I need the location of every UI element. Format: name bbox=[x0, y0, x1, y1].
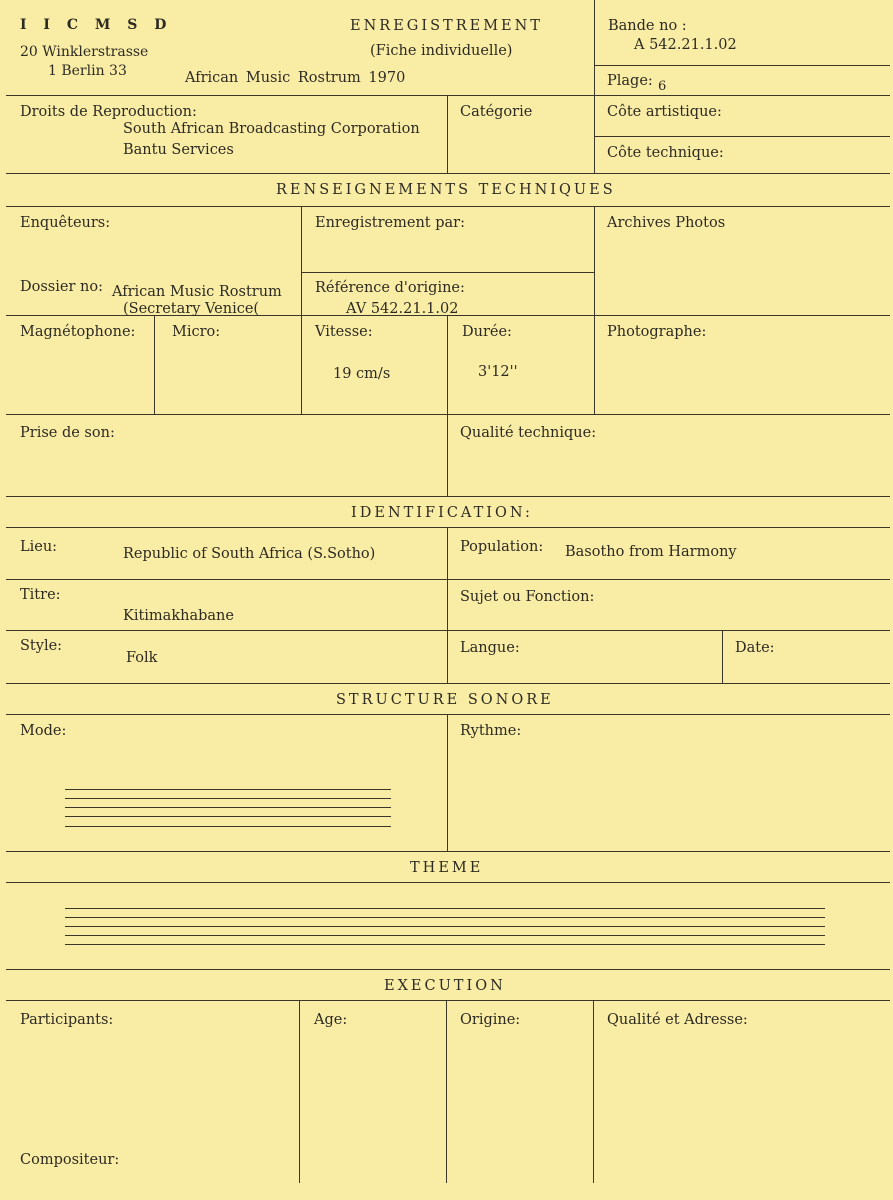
rule bbox=[6, 206, 890, 207]
langue-label: Langue: bbox=[460, 640, 520, 656]
rule bbox=[6, 1000, 890, 1001]
rule bbox=[6, 714, 890, 715]
titre-label: Titre: bbox=[20, 587, 61, 603]
rule bbox=[6, 173, 890, 174]
style-label: Style: bbox=[20, 638, 63, 654]
qualite-adresse-label: Qualité et Adresse: bbox=[607, 1012, 748, 1028]
rule bbox=[594, 136, 890, 137]
divider bbox=[447, 714, 448, 852]
reference-value: AV 542.21.1.02 bbox=[346, 301, 459, 317]
theme-section-title: THEME bbox=[410, 860, 484, 876]
cote-artistique-label: Côte artistique: bbox=[607, 104, 722, 120]
theme-staff-line bbox=[65, 944, 825, 945]
divider bbox=[593, 1000, 594, 1183]
header-divider bbox=[594, 0, 595, 95]
bande-label: Bande no : bbox=[608, 18, 687, 34]
rule bbox=[6, 414, 890, 415]
mode-label: Mode: bbox=[20, 723, 67, 739]
mode-staff-line bbox=[65, 816, 391, 817]
population-label: Population: bbox=[460, 539, 544, 555]
rights-label: Droits de Reproduction: bbox=[20, 104, 197, 120]
divider bbox=[447, 315, 448, 414]
origine-label: Origine: bbox=[460, 1012, 521, 1028]
archives-photos-label: Archives Photos bbox=[607, 215, 726, 231]
rule bbox=[6, 527, 890, 528]
duree-label: Durée: bbox=[462, 324, 512, 340]
rights-value-line2: Bantu Services bbox=[123, 142, 234, 158]
rule bbox=[6, 95, 890, 96]
execution-section-title: EXECUTION bbox=[384, 978, 506, 994]
vitesse-value: 19 cm/s bbox=[333, 366, 391, 382]
lieu-label: Lieu: bbox=[20, 539, 58, 555]
micro-label: Micro: bbox=[172, 324, 221, 340]
population-value: Basotho from Harmony bbox=[565, 544, 737, 560]
rule bbox=[6, 496, 890, 497]
mode-staff-line bbox=[65, 789, 391, 790]
plage-label: Plage: bbox=[607, 73, 653, 89]
age-label: Age: bbox=[314, 1012, 348, 1028]
rights-value-line1: South African Broadcasting Corporation bbox=[123, 121, 420, 137]
identification-section-title: IDENTIFICATION: bbox=[351, 505, 533, 521]
dossier-value-line2: (Secretary Venice( bbox=[123, 301, 260, 317]
rule bbox=[6, 851, 890, 852]
enregistrement-par-label: Enregistrement par: bbox=[315, 215, 465, 231]
form-subtitle: (Fiche individuelle) bbox=[370, 43, 513, 59]
sujet-label: Sujet ou Fonction: bbox=[460, 589, 595, 605]
participants-label: Participants: bbox=[20, 1012, 114, 1028]
form-title: ENREGISTREMENT bbox=[350, 18, 543, 34]
bande-value: A 542.21.1.02 bbox=[634, 37, 737, 53]
date-label: Date: bbox=[735, 640, 775, 656]
divider bbox=[299, 1000, 300, 1183]
rule bbox=[6, 579, 890, 580]
qualite-technique-label: Qualité technique: bbox=[460, 425, 597, 441]
reference-label: Référence d'origine: bbox=[315, 280, 465, 296]
titre-value: Kitimakhabane bbox=[123, 608, 234, 624]
style-value: Folk bbox=[126, 650, 158, 666]
divider bbox=[154, 315, 155, 414]
rule bbox=[6, 882, 890, 883]
divider bbox=[301, 206, 302, 414]
vitesse-label: Vitesse: bbox=[315, 324, 373, 340]
structure-section-title: STRUCTURE SONORE bbox=[336, 692, 554, 708]
divider bbox=[447, 414, 448, 496]
divider bbox=[722, 630, 723, 683]
compositeur-label: Compositeur: bbox=[20, 1152, 120, 1168]
photographe-label: Photographe: bbox=[607, 324, 707, 340]
prise-de-son-label: Prise de son: bbox=[20, 425, 115, 441]
cote-technique-label: Côte technique: bbox=[607, 145, 724, 161]
enqueteurs-label: Enquêteurs: bbox=[20, 215, 111, 231]
mode-staff-line bbox=[65, 807, 391, 808]
dossier-value-line1: African Music Rostrum bbox=[112, 284, 282, 300]
categorie-label: Catégorie bbox=[460, 104, 533, 120]
divider bbox=[446, 1000, 447, 1183]
program-name: African Music Rostrum 1970 bbox=[185, 70, 406, 86]
plage-value: 6 bbox=[658, 79, 667, 94]
rule bbox=[6, 969, 890, 970]
divider bbox=[594, 206, 595, 414]
divider bbox=[594, 95, 595, 173]
mode-staff-line bbox=[65, 826, 391, 827]
rule bbox=[594, 65, 890, 66]
theme-staff-line bbox=[65, 908, 825, 909]
rule bbox=[301, 272, 594, 273]
technical-section-title: RENSEIGNEMENTS TECHNIQUES bbox=[276, 182, 616, 198]
duree-value: 3'12'' bbox=[478, 364, 518, 380]
magnetophone-label: Magnétophone: bbox=[20, 324, 136, 340]
lieu-value: Republic of South Africa (S.Sotho) bbox=[123, 546, 376, 562]
divider bbox=[447, 527, 448, 683]
rythme-label: Rythme: bbox=[460, 723, 522, 739]
rule bbox=[6, 683, 890, 684]
mode-staff-line bbox=[65, 798, 391, 799]
rule bbox=[6, 630, 890, 631]
address-line2: 1 Berlin 33 bbox=[48, 63, 127, 79]
institute-logo: I I C M S D bbox=[20, 17, 173, 33]
dossier-label: Dossier no: bbox=[20, 279, 103, 295]
address-line1: 20 Winklerstrasse bbox=[20, 44, 149, 60]
theme-staff-line bbox=[65, 926, 825, 927]
divider bbox=[447, 95, 448, 173]
theme-staff-line bbox=[65, 917, 825, 918]
theme-staff-line bbox=[65, 935, 825, 936]
